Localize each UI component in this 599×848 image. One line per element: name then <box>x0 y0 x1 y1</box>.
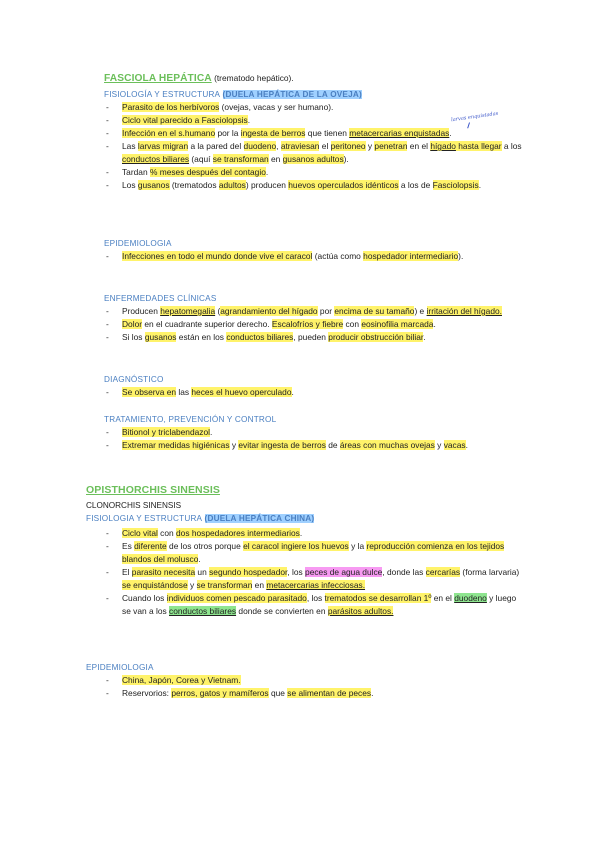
highlight: atraviesan <box>280 141 320 151</box>
highlight: vacas <box>443 440 466 450</box>
highlight: parasito necesita <box>131 567 196 577</box>
text: Si los <box>122 332 145 342</box>
list-item <box>104 540 524 566</box>
fasciola-epi-heading: EPIDEMIOLOGIA <box>104 239 172 248</box>
text: y la <box>348 541 367 551</box>
fasciola-fisio-heading: FISIOLOGÍA Y ESTRUCTURA <box>104 90 221 99</box>
text: , los <box>287 567 306 577</box>
highlight: Extremar medidas higiénicas <box>122 440 230 450</box>
text: . <box>265 167 269 177</box>
list-item <box>104 318 524 331</box>
text: en <box>252 580 267 590</box>
text: Los <box>122 180 138 190</box>
highlight: segundo hospedador <box>209 567 288 577</box>
text: ). <box>343 154 349 164</box>
list-item <box>104 592 524 618</box>
highlight: irritación del hígado. <box>426 306 502 316</box>
opisthorchis-title: OPISTHORCHIS SINENSIS <box>86 484 220 496</box>
text: . <box>371 688 374 698</box>
fasciola-diag-heading: DIAGNÓSTICO <box>104 375 164 384</box>
text: (ovejas, vacas y ser humano). <box>219 102 334 112</box>
text: en el <box>407 141 431 151</box>
text: en el cuadrante superior derecho. <box>142 319 272 329</box>
list-item <box>104 674 524 687</box>
highlight: diferente <box>134 541 167 551</box>
opisthorchis-subtitle: CLONORCHIS SINENSIS <box>86 501 182 510</box>
text: con <box>343 319 362 329</box>
list-item <box>104 566 524 592</box>
highlight: Fasciolopsis <box>432 180 479 190</box>
text: y <box>365 141 375 151</box>
text: en el <box>431 593 455 603</box>
text: por <box>317 306 335 316</box>
text: ) e <box>414 306 427 316</box>
list-item <box>104 331 524 344</box>
highlight: individuos comen pescado parasitado <box>166 593 307 603</box>
fasciola-clin-heading: ENFERMEDADES CLÍNICAS <box>104 294 217 303</box>
text: a la pared del <box>188 141 244 151</box>
highlight-green: conductos biliares <box>169 606 237 616</box>
text: el <box>319 141 331 151</box>
highlight: se transforman <box>196 580 253 590</box>
highlight: adultos <box>218 180 246 190</box>
text: un <box>195 567 210 577</box>
highlight: Parasito de los herbívoros <box>122 102 220 112</box>
highlight: producir obstrucción biliar <box>328 332 424 342</box>
opisthorchis-fisio-list <box>104 527 524 618</box>
highlight: conductos biliares <box>226 332 294 342</box>
highlight: Infección en el s.humano <box>122 128 216 138</box>
handwritten-note: larvas enquistadas <box>450 110 499 124</box>
text: . <box>478 180 482 190</box>
text: , los <box>306 593 325 603</box>
text: y <box>434 440 444 450</box>
list-item <box>104 127 524 140</box>
fasciola-clin-list <box>104 305 524 344</box>
highlight: Bitionol y triclabendazol <box>122 427 210 437</box>
text: , <box>276 141 281 151</box>
opisthorchis-title-line <box>86 484 526 497</box>
text: las <box>176 387 192 397</box>
text: . <box>423 332 426 342</box>
fasciola-fisio-sub: (DUELA HEPÁTICA DE LA OVEJA) <box>222 90 362 99</box>
highlight: perros, gatos y mamíferos <box>171 688 269 698</box>
highlight: hepatomegalia <box>160 306 216 316</box>
highlight: peritoneo <box>330 141 366 151</box>
highlight: China, Japón, Corea y Vietnam. <box>122 675 241 685</box>
fasciola-fisio-heading-line <box>104 88 524 101</box>
text: Es <box>122 541 135 551</box>
text: ). <box>458 251 464 261</box>
highlight: gusanos <box>137 180 170 190</box>
highlight: Escalofríos y fiebre <box>271 319 344 329</box>
text: , pueden <box>293 332 329 342</box>
text: Tardan <box>122 167 150 177</box>
text: (trematodos <box>169 180 219 190</box>
highlight: se enquistándose <box>122 580 188 590</box>
text: . <box>299 528 303 538</box>
highlight: eosinofilia marcada <box>361 319 434 329</box>
highlight-pink: peces de agua dulce <box>305 567 383 577</box>
text: . <box>291 387 294 397</box>
fasciola-trat-list <box>104 426 524 452</box>
highlight: Dolor <box>122 319 143 329</box>
highlight: evitar ingesta de berros <box>238 440 326 450</box>
highlight: áreas con muchas ovejas <box>339 440 435 450</box>
text: a los de <box>398 180 433 190</box>
highlight: parásitos adultos. <box>327 606 394 616</box>
highlight: heces el huevo operculado <box>191 387 292 397</box>
fasciola-diag-list <box>104 386 524 399</box>
fasciola-epi-list <box>104 250 524 263</box>
opisthorchis-epi-heading: EPIDEMIOLOGIA <box>86 663 154 672</box>
highlight: encima de su tamaño <box>334 306 415 316</box>
list-item <box>104 140 524 166</box>
highlight: cercarías <box>425 567 461 577</box>
list-item <box>104 386 524 399</box>
text: y <box>229 440 239 450</box>
text: que <box>268 688 288 698</box>
list-item <box>104 114 524 127</box>
highlight: duodeno <box>243 141 277 151</box>
text: en <box>268 154 283 164</box>
highlight: reproducción comienza en los tejidos blandos del molusco <box>122 541 505 564</box>
text: de los otros porque <box>166 541 244 551</box>
list-item <box>104 439 524 452</box>
list-item <box>104 527 524 540</box>
highlight: Ciclo vital <box>122 528 158 538</box>
text: ) producen <box>245 180 289 190</box>
highlight: penetran <box>374 141 408 151</box>
fasciola-title-line <box>104 72 524 85</box>
highlight: gusanos adultos <box>282 154 344 164</box>
fasciola-fisio-list <box>104 101 524 192</box>
text: El <box>122 567 132 577</box>
highlight: larvas migran <box>137 141 189 151</box>
highlight: ingesta de berros <box>240 128 306 138</box>
fasciola-title: FASCIOLA HEPÁTICA <box>104 73 212 84</box>
text: . <box>449 128 452 138</box>
text: por la <box>215 128 241 138</box>
highlight: Se observa en <box>122 387 177 397</box>
highlight: se transforman <box>212 154 269 164</box>
text: . <box>465 440 468 450</box>
text: ( <box>215 306 221 316</box>
text: y luego se van a los <box>122 593 517 616</box>
highlight: huevos operculados idénticos <box>288 180 399 190</box>
fasciola-trat-heading: TRATAMIENTO, PREVENCIÓN Y CONTROL <box>104 415 277 424</box>
text: a los <box>501 141 522 151</box>
opisthorchis-epi-list <box>104 674 524 700</box>
text: . <box>198 554 201 564</box>
text: con <box>157 528 177 538</box>
highlight: metacercarias infecciosas. <box>266 580 366 590</box>
highlight: gusanos <box>144 332 177 342</box>
text: . <box>247 115 251 125</box>
text: (forma larvaria) <box>460 567 520 577</box>
text: (actúa como <box>312 251 364 261</box>
text: Cuando los <box>122 593 167 603</box>
highlight: trematodos se desarrollan 1º <box>324 593 432 603</box>
text: están en los <box>176 332 227 342</box>
list-item <box>104 687 524 700</box>
list-item <box>104 166 524 179</box>
opisthorchis-fisio-heading: FISIOLOGIA Y ESTRUCTURA <box>86 514 203 523</box>
highlight: hígado <box>430 141 456 151</box>
highlight: hospedador intermediario <box>363 251 459 261</box>
text: Producen <box>122 306 161 316</box>
text: (aquí <box>189 154 213 164</box>
text: de <box>325 440 340 450</box>
list-item <box>104 101 524 114</box>
text: donde se convierten en <box>236 606 328 616</box>
highlight: hasta llegar <box>455 141 502 151</box>
text: Reservorios: <box>122 688 172 698</box>
highlight: Ciclo vital parecido a Fasciolopsis <box>122 115 248 125</box>
highlight: metacercarias enquistadas <box>349 128 450 138</box>
list-item <box>104 250 524 263</box>
text: y <box>187 580 197 590</box>
text: Las <box>122 141 138 151</box>
text: que tienen <box>305 128 350 138</box>
highlight: agrandamiento del hígado <box>220 306 318 316</box>
highlight: % meses después del contagio <box>149 167 266 177</box>
highlight: dos hospedadores intermediarios <box>176 528 300 538</box>
opisthorchis-fisio-heading-line <box>86 512 526 525</box>
opisthorchis-fisio-sub: (DUELA HEPÁTICA CHINA) <box>204 514 315 523</box>
text: . <box>210 427 213 437</box>
text: , donde las <box>382 567 426 577</box>
list-item <box>104 426 524 439</box>
highlight: el caracol ingiere los huevos <box>243 541 349 551</box>
highlight: Infecciones en todo el mundo donde vive el caracol <box>122 251 313 261</box>
highlight: se alimentan de peces <box>287 688 372 698</box>
fasciola-title-paren: (trematodo hepático). <box>214 73 294 83</box>
highlight-green: duodeno <box>454 593 487 603</box>
list-item <box>104 305 524 318</box>
highlight: conductos biliares <box>122 154 190 164</box>
text: . <box>433 319 436 329</box>
list-item <box>104 179 524 192</box>
